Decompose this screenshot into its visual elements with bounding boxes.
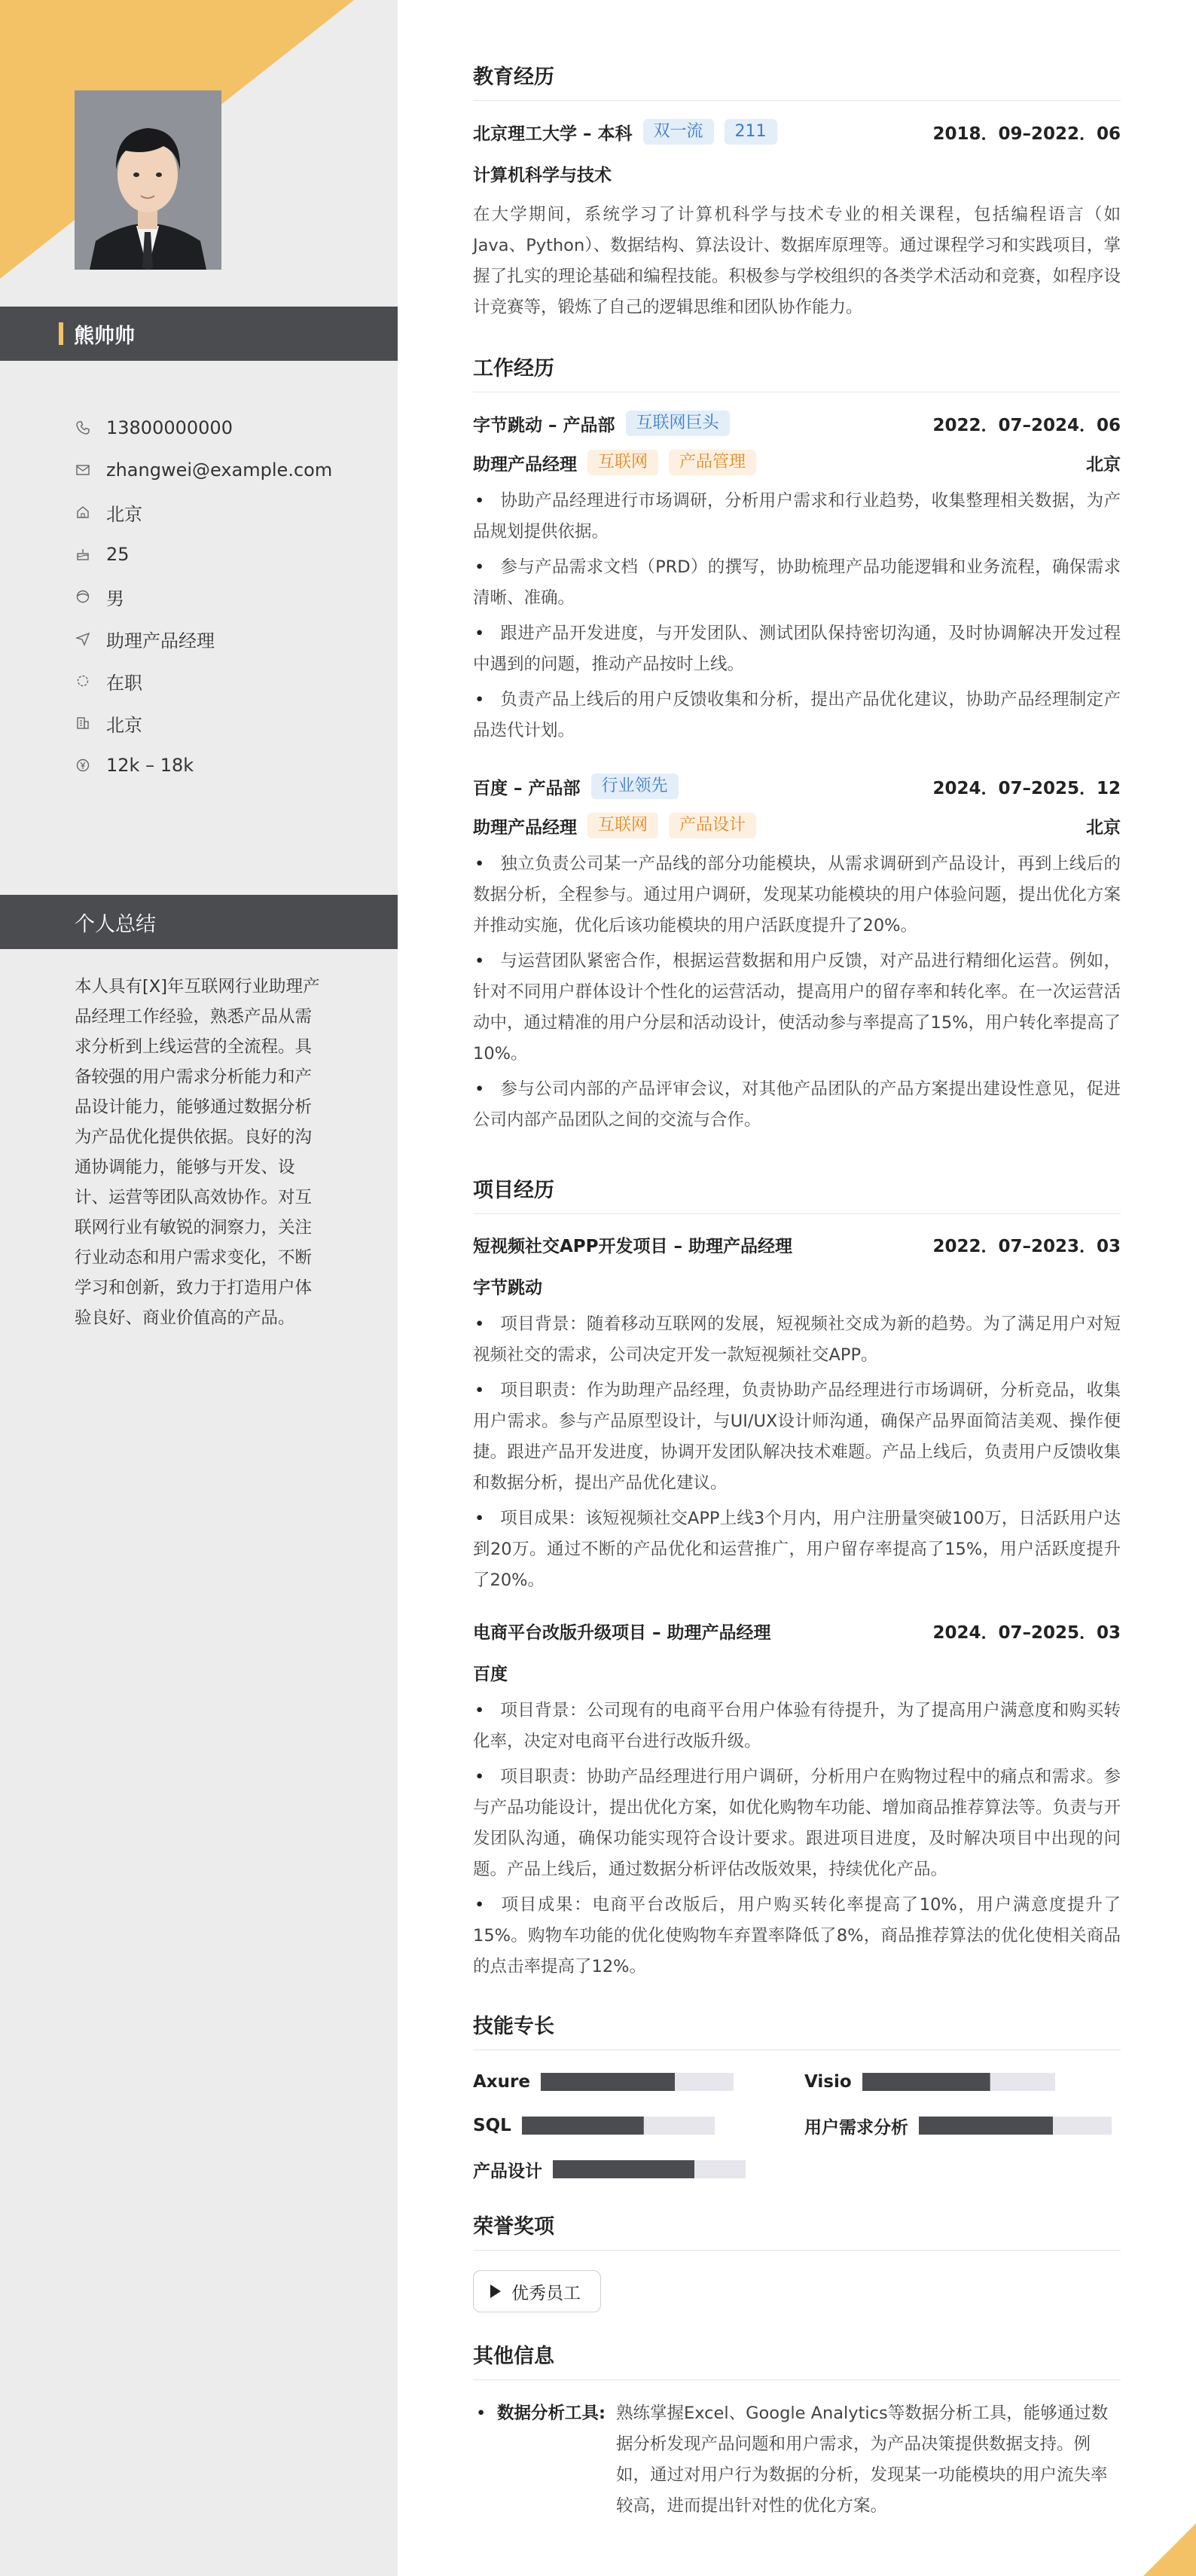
skill-item xyxy=(804,2112,1121,2139)
contact-item-phone: 13800000000 xyxy=(75,407,332,449)
company-tag: 互联网巨头 xyxy=(626,411,730,436)
job-bullets xyxy=(473,849,1121,1136)
contact-item-age: 25 xyxy=(75,533,332,575)
awards-title: 荣誉奖项 xyxy=(473,2210,1121,2251)
project-bullets xyxy=(473,1309,1121,1596)
list-item: • 项目背景：随着移动互联网的发展，短视频社交成为新的趋势。为了满足用户对短视频社交的需求，公司决定开发一款短视频社交APP。 xyxy=(473,1314,1121,1365)
list-item: • 跟进产品开发进度，与开发团队、测试团队保持密切沟通，及时协调解决开发过程中遇到的问题，推动产品按时上线。 xyxy=(473,624,1121,674)
skill-level-bar xyxy=(522,2117,715,2135)
skill-item xyxy=(473,2112,797,2139)
skill-level-bar xyxy=(553,2160,746,2178)
building-icon xyxy=(75,715,91,731)
skill-level-bar xyxy=(541,2073,734,2091)
skill-name: 产品设计 xyxy=(473,2161,542,2181)
contact-item-city: 北京 xyxy=(75,702,332,744)
job-entry xyxy=(473,774,1121,1136)
school-name: 北京理工大学 – 本科 xyxy=(473,124,633,144)
skill-level-fill xyxy=(541,2073,675,2091)
skill-level-fill xyxy=(862,2073,990,2091)
list-item: • 项目职责：作为助理产品经理，负责协助产品经理进行市场调研，分析竞品，收集用户需求。参与产品原型设计，与UI/UX设计师沟通，确保产品界面简洁美观、操作便捷。跟进产品开发进度，协调开发团队解决技术难题。产品上线后，负责用户反馈收集和数据分析，提出产品优化建议。 xyxy=(473,1381,1121,1493)
other-item: • 数据分析工具: 熟练掌握Excel、Google Analytics等数据分析工具，能够通过数据分析发现产品问题和用户需求，为产品决策提供数据支持。例如，通过对用户行为数据的分析，发现某一功能模块的用户流失率较高，进而提出针对性的优化方案。 xyxy=(473,2398,1121,2522)
project-name: 电商平台改版升级项目 – 助理产品经理 xyxy=(473,1623,771,1643)
name-bar xyxy=(0,307,398,361)
list-item: • 与运营团队紧密合作，根据运营数据和用户反馈，对产品进行精细化运营。例如，针对不同用户群体设计个性化的运营活动，提高用户的留存率和转化率。在一次运营活动中，通过精准的用户分层和活动设计，使活动参与率提高了15%，用户转化率提高了10%。 xyxy=(473,951,1121,1064)
company-name: 字节跳动 – 产品部 xyxy=(473,415,615,435)
job-role: 助理产品经理 xyxy=(473,454,577,475)
list-item: • 负责产品上线后的用户反馈收集和分析，提出产品优化建议，协助产品经理制定产品迭代计划。 xyxy=(473,690,1121,740)
other-section xyxy=(473,2339,1121,2522)
education-title: 教育经历 xyxy=(473,60,1121,101)
mail-icon xyxy=(75,462,91,478)
school-tag: 211 xyxy=(725,119,777,145)
summary-title-bar xyxy=(0,895,398,949)
project-bullets xyxy=(473,1695,1121,1982)
job-date: 2022．07–2024．06 xyxy=(932,415,1121,435)
job-date: 2024．07–2025．12 xyxy=(932,778,1121,798)
job-bullets xyxy=(473,486,1121,746)
skills-section xyxy=(473,2010,1121,2183)
contact-item-salary: 12k – 18k xyxy=(75,744,332,786)
sidebar xyxy=(0,0,398,2576)
award-label: 优秀员工 xyxy=(511,2283,581,2303)
company-name: 百度 – 产品部 xyxy=(473,778,581,798)
skills-title: 技能专长 xyxy=(473,2010,1121,2050)
role-tag: 互联网 xyxy=(587,450,658,475)
contact-item-status: 在职 xyxy=(75,660,332,702)
education-section xyxy=(473,60,1121,323)
skills-grid xyxy=(473,2068,1121,2183)
awards-section xyxy=(473,2210,1121,2312)
other-item-text: 熟练掌握Excel、Google Analytics等数据分析工具，能够通过数据分析发现产品问题和用户需求，为产品决策提供数据支持。例如，通过对用户行为数据的分析，发现某一功能模块的用户流失率较高，进而提出针对性的优化方案。 xyxy=(616,2404,1109,2516)
salary-icon xyxy=(75,757,91,774)
work-section xyxy=(473,352,1121,1136)
skill-level-fill xyxy=(919,2117,1053,2135)
summary-title: 个人总结 xyxy=(75,912,156,936)
job-role-row xyxy=(473,813,1121,838)
contact-item-location: 北京 xyxy=(75,491,332,533)
skill-name: SQL xyxy=(473,2116,511,2135)
job-role: 助理产品经理 xyxy=(473,817,577,838)
list-item: • 项目背景：公司现有的电商平台用户体验有待提升，为了提高用户满意度和购买转化率，决定对电商平台进行改版升级。 xyxy=(473,1701,1121,1751)
contact-item-position: 助理产品经理 xyxy=(75,618,332,660)
list-item: • 项目成果：该短视频社交APP上线3个月内，用户注册量突破100万，日活跃用户达到20万。通过不断的产品优化和运营推广，用户留存率提高了15%，用户活跃度提升了20%。 xyxy=(473,1509,1121,1590)
award-badge[interactable] xyxy=(473,2270,601,2312)
contact-item-gender: 男 xyxy=(75,575,332,618)
other-item-label: 数据分析工具: xyxy=(497,2404,606,2423)
project-name: 短视频社交APP开发项目 – 助理产品经理 xyxy=(473,1237,793,1256)
company-tag: 行业领先 xyxy=(591,774,679,799)
list-item: • 项目职责：协助产品经理进行用户调研，分析用户在购物过程中的痛点和需求。参与产品功能设计，提出优化方案，如优化购物车功能、增加商品推荐算法等。负责与开发团队沟通，确保功能实现符合设计要求。跟进项目进度，及时解决项目中出现的问题。产品上线后，通过数据分析评估改版效果，持续优化产品。 xyxy=(473,1767,1121,1879)
phone-icon xyxy=(75,420,91,436)
role-tag: 互联网 xyxy=(587,813,658,838)
person-name: 熊帅帅 xyxy=(74,324,135,348)
contact-item-email: zhangwei@example.com xyxy=(75,449,332,491)
skill-item xyxy=(804,2068,1121,2095)
projects-section xyxy=(473,1174,1121,1982)
contact-list xyxy=(75,407,332,786)
major: 计算机科学与技术 xyxy=(473,166,612,185)
skill-name: 用户需求分析 xyxy=(804,2117,908,2138)
work-title: 工作经历 xyxy=(473,352,1121,392)
list-item: • 协助产品经理进行市场调研，分析用户需求和行业趋势，收集整理相关数据，为产品规划提供依据。 xyxy=(473,491,1121,542)
project-org: 字节跳动 xyxy=(473,1278,542,1298)
list-item: • 参与公司内部的产品评审会议，对其他产品团队的产品方案提出建设性意见，促进公司内部产品团队之间的交流与合作。 xyxy=(473,1079,1121,1130)
skill-item xyxy=(473,2068,797,2095)
job-header-row xyxy=(473,774,1121,799)
project-entry xyxy=(473,1232,1121,1596)
project-date: 2024．07–2025．03 xyxy=(932,1623,1121,1643)
project-org: 百度 xyxy=(473,1665,508,1684)
projects-title: 项目经历 xyxy=(473,1174,1121,1214)
play-icon xyxy=(490,2285,501,2298)
job-city: 北京 xyxy=(1086,817,1121,838)
job-header-row xyxy=(473,411,1121,436)
send-icon xyxy=(75,630,91,647)
job-entry xyxy=(473,411,1121,746)
role-tag: 产品管理 xyxy=(669,450,756,475)
name-accent-mark xyxy=(59,322,63,345)
education-date: 2018．09–2022．06 xyxy=(932,124,1121,144)
skill-level-fill xyxy=(553,2160,694,2178)
job-role-row xyxy=(473,450,1121,475)
summary-text: 本人具有[X]年互联网行业助理产品经理工作经验，熟悉产品从需求分析到上线运营的全流程。具备较强的用户需求分析能力和产品设计能力，能够通过数据分析为产品优化提供依据。良好的沟通协调能力，能够与开发、设计、运营等团队高效协作。对互联网行业有敏锐的洞察力，关注行业动态和用户需求变化，不断学习和创新，致力于打造用户体验良好、商业价值高的产品。 xyxy=(75,977,320,1328)
project-header-row xyxy=(473,1619,1121,1644)
home-icon xyxy=(75,504,91,520)
skill-level-bar xyxy=(919,2117,1112,2135)
skill-name: Axure xyxy=(473,2072,530,2092)
education-header-row xyxy=(473,119,1121,145)
project-date: 2022．07–2023．03 xyxy=(932,1237,1121,1256)
skill-level-fill xyxy=(522,2117,644,2135)
gender-icon xyxy=(75,588,91,605)
project-entry xyxy=(473,1619,1121,1982)
profile-photo xyxy=(75,90,221,270)
main-content xyxy=(473,60,1121,2522)
school-tag: 双一流 xyxy=(643,119,714,145)
project-header-row xyxy=(473,1232,1121,1257)
skill-item xyxy=(473,2156,797,2183)
list-item: • 独立负责公司某一产品线的部分功能模块，从需求调研到产品设计，再到上线后的数据分析，全程参与。通过用户调研，发现某功能模块的用户体验问题，提出优化方案并推动实施，优化后该功能模块的用户活跃度提升了20%。 xyxy=(473,854,1121,935)
skill-name: Visio xyxy=(804,2072,852,2092)
list-item: • 参与产品需求文档（PRD）的撰写，协助梳理产品功能逻辑和业务流程，确保需求清晰、准确。 xyxy=(473,557,1121,608)
skill-level-bar xyxy=(862,2073,1055,2091)
list-item: • 项目成果：电商平台改版后，用户购买转化率提高了10%，用户满意度提升了15%。购物车功能的优化使购物车弃置率降低了8%，商品推荐算法的优化使相关商品的点击率提高了12%。 xyxy=(473,1895,1121,1976)
role-tag: 产品设计 xyxy=(669,813,756,838)
cake-icon xyxy=(75,546,91,563)
education-desc: 在大学期间，系统学习了计算机科学与技术专业的相关课程，包括编程语言（如 Java、Python）、数据结构、算法设计、数据库原理等。通过课程学习和实践项目，掌握了扎实的理论基础和编程技能。积极参与学校组织的各类学术活动和竞赛，如程序设计竞赛等，锻炼了自己的逻辑思维和团队协作能力。 xyxy=(473,205,1121,317)
accent-corner-decoration xyxy=(1143,2523,1196,2576)
other-title: 其他信息 xyxy=(473,2339,1121,2380)
job-city: 北京 xyxy=(1086,454,1121,475)
status-icon xyxy=(75,673,91,689)
